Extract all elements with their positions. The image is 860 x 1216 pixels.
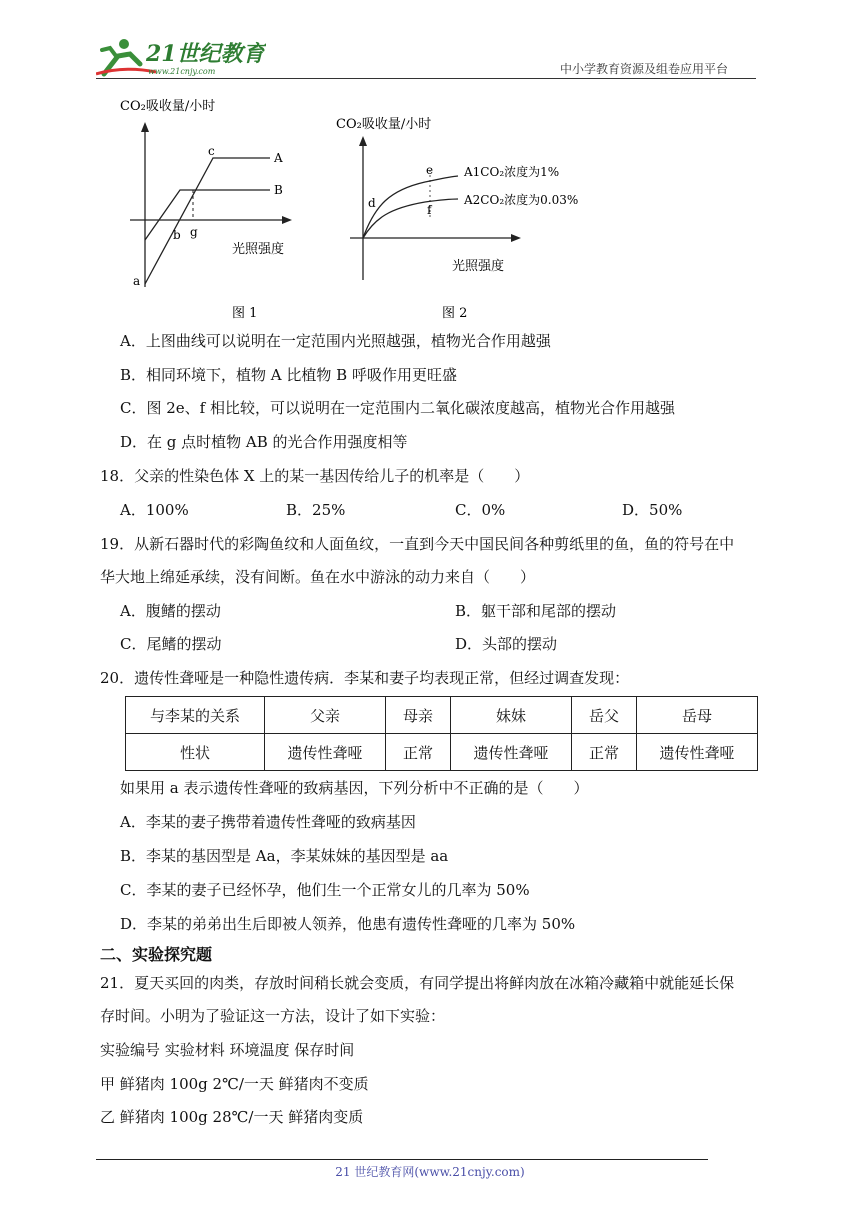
fig1-label-a: a: [133, 274, 141, 288]
fig1-label-g: g: [190, 225, 198, 239]
fig1-label-A: A: [274, 151, 283, 165]
fig2-label-d: d: [368, 196, 376, 210]
logo-url: www.21cnjy.com: [148, 67, 216, 76]
q20-follow: 如果用 a 表示遗传性聋哑的致病基因，下列分析中不正确的是（ ）: [120, 779, 589, 797]
q18-option-a[interactable]: A．100%: [120, 501, 189, 519]
fig1-caption: 图 1: [232, 306, 258, 321]
fig1-label-c: c: [208, 144, 215, 158]
fig2-xlabel: 光照强度: [452, 259, 505, 274]
fig1-curve-a: [145, 158, 270, 284]
q17-option-b[interactable]: B．相同环境下，植物 A 比植物 B 呼吸作用更旺盛: [120, 366, 457, 384]
fig2-x-arrow: [511, 234, 521, 242]
q21-line5: 乙 鲜猪肉 100g 28℃/一天 鲜猪肉变质: [100, 1108, 364, 1126]
table-cell: 遗传性聋哑: [265, 734, 386, 771]
q17-option-d[interactable]: D．在 g 点时植物 AB 的光合作用强度相等: [120, 433, 408, 451]
figure-2: [330, 110, 610, 322]
table-cell: 正常: [572, 734, 637, 771]
fig2-label-f: f: [427, 203, 432, 217]
header-platform-text: 中小学教育资源及组卷应用平台: [560, 62, 729, 76]
fig1-label-b: b: [173, 228, 181, 242]
q19-option-b[interactable]: B．躯干部和尾部的摆动: [455, 602, 617, 620]
fig2-caption: 图 2: [442, 306, 468, 321]
q21-line3: 实验编号 实验材料 环境温度 保存时间: [100, 1041, 355, 1059]
fig2-y-arrow: [359, 136, 367, 146]
q20-stem: 20．遗传性聋哑是一种隐性遗传病．李某和妻子均表现正常，但经过调查发现：: [100, 669, 630, 687]
q18-option-b[interactable]: B．25%: [286, 501, 346, 519]
table-cell: 遗传性聋哑: [451, 734, 572, 771]
header-divider: [96, 78, 756, 79]
table-cell: 父亲: [265, 697, 386, 734]
q21-line1: 21．夏天买回的肉类，存放时间稍长就会变质，有同学提出将鲜肉放在冰箱冷藏箱中就能延长保: [100, 974, 735, 992]
table-cell: 与李某的关系: [126, 697, 265, 734]
q18-stem: 18．父亲的性染色体 X 上的某一基因传给儿子的机率是（ ）: [100, 467, 530, 485]
table-row: [126, 697, 758, 734]
fig2-curve-a1: [363, 176, 458, 238]
q19-stem-line2: 华大地上绵延承续，没有间断。鱼在水中游泳的动力来自（ ）: [100, 568, 536, 586]
q21-line2: 存时间。小明为了验证这一方法，设计了如下实验：: [100, 1007, 446, 1025]
fig2-label-e: e: [426, 163, 434, 177]
site-logo: [96, 34, 266, 78]
q17-option-c[interactable]: C．图 2e、f 相比较，可以说明在一定范围内二氧化碳浓度越高，植物光合作用越强: [120, 399, 675, 417]
footer-divider: [96, 1159, 708, 1160]
fig1-label-B: B: [274, 183, 283, 197]
q19-option-d[interactable]: D．头部的摆动: [455, 635, 558, 653]
table-cell: 妹妹: [451, 697, 572, 734]
fig1-ylabel: CO₂吸收量/小时: [120, 99, 216, 114]
q20-option-a[interactable]: A．李某的妻子携带着遗传性聋哑的致病基因: [120, 813, 416, 831]
fig1-curve-b: [145, 190, 270, 240]
table-cell: 岳母: [637, 697, 758, 734]
table-cell: 性状: [126, 734, 265, 771]
q18-option-d[interactable]: D．50%: [622, 501, 683, 519]
fig2-legend-a1: A1CO₂浓度为1%: [464, 165, 560, 179]
q19-option-c[interactable]: C．尾鳍的摆动: [120, 635, 222, 653]
q20-relation-table: [125, 696, 758, 771]
q21-line4: 甲 鲜猪肉 100g 2℃/一天 鲜猪肉不变质: [100, 1075, 369, 1093]
fig1-xlabel: 光照强度: [232, 242, 285, 257]
q19-stem-line1: 19．从新石器时代的彩陶鱼纹和人面鱼纹，一直到今天中国民间各种剪纸里的鱼，鱼的符号在中: [100, 535, 735, 553]
footer-link[interactable]: 21 世纪教育网(www.21cnjy.com): [335, 1165, 525, 1179]
table-cell: 遗传性聋哑: [637, 734, 758, 771]
figure-1: [100, 92, 310, 322]
q17-option-a[interactable]: A．上图曲线可以说明在一定范围内光照越强，植物光合作用越强: [120, 332, 551, 350]
table-cell: 母亲: [386, 697, 451, 734]
fig1-x-arrow: [282, 216, 292, 224]
q20-option-c[interactable]: C．李某的妻子已经怀孕，他们生一个正常女儿的几率为 50%: [120, 881, 530, 899]
fig1-y-arrow: [141, 122, 149, 132]
fig2-curve-a2: [363, 199, 458, 238]
fig2-ylabel: CO₂吸收量/小时: [336, 117, 432, 132]
table-row: [126, 734, 758, 771]
q20-option-b[interactable]: B．李某的基因型是 Aa，李某妹妹的基因型是 aa: [120, 847, 449, 865]
q20-option-d[interactable]: D．李某的弟弟出生后即被人领养，他患有遗传性聋哑的几率为 50%: [120, 915, 576, 933]
q19-option-a[interactable]: A．腹鳍的摆动: [120, 602, 221, 620]
logo-title: 21世纪教育: [146, 41, 265, 67]
q18-option-c[interactable]: C．0%: [455, 501, 506, 519]
section-heading: 二、实验探究题: [100, 945, 213, 964]
table-cell: 正常: [386, 734, 451, 771]
table-cell: 岳父: [572, 697, 637, 734]
fig2-legend-a2: A2CO₂浓度为0.03%: [464, 193, 579, 207]
